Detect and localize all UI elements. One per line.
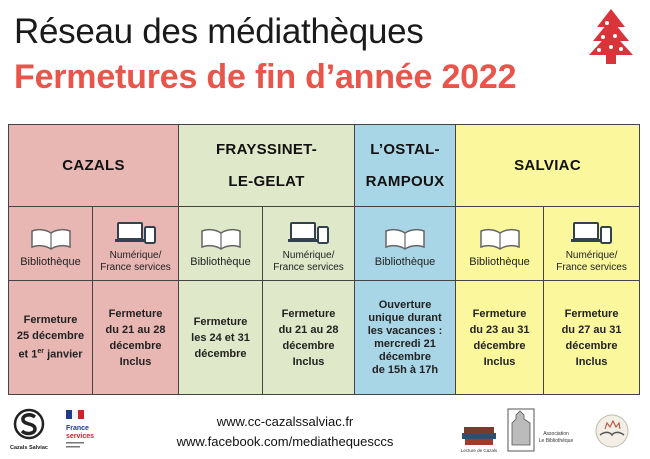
library-header-cazals: CAZALS: [9, 125, 179, 207]
footer-links: [150, 412, 420, 452]
closure-frayssinet-bibliotheque: Fermeture les 24 et 31 décembre: [179, 281, 263, 395]
book-icon: [29, 226, 73, 252]
type-bibliotheque: Bibliothèque: [179, 207, 263, 281]
library-header-salviac: SALVIAC: [456, 125, 640, 207]
closure-salviac-numerique: Fermeture du 27 au 31 décembre Inclus: [544, 281, 640, 395]
chateau-logo: [508, 409, 534, 451]
opening-ostal-bibliotheque: Ouverture unique durant les vacances : mercredi 21 décembre de 15h à 17h: [355, 281, 456, 395]
cazals-salviac-logo: [10, 408, 48, 452]
books-stack-logo: [461, 427, 498, 453]
closure-cazals-numerique: Fermeture du 21 au 28 décembre Inclus: [93, 281, 179, 395]
closure-salviac-bibliotheque: Fermeture du 23 au 31 décembre Inclus: [456, 281, 544, 395]
type-numerique: Numérique/ France services: [93, 207, 179, 281]
closure-cazals-bibliotheque: Fermeture 25 décembre et 1er janvier: [9, 281, 93, 395]
association-logo: [539, 431, 574, 444]
type-numerique: Numérique/ France services: [544, 207, 640, 281]
book-icon: [383, 226, 427, 252]
devices-icon: [287, 220, 331, 246]
page-title: Réseau des médiathèques: [14, 12, 424, 51]
svg-text:Lecture de Cazals: Lecture de Cazals: [460, 448, 498, 453]
christmas-tree-icon: [587, 7, 635, 65]
library-header-frayssinet: FRAYSSINET- LE-GELAT: [179, 125, 355, 207]
page-subtitle: Fermetures de fin d’année 2022: [14, 58, 517, 96]
svg-text:services: services: [66, 433, 95, 440]
svg-text:Cazals Salviac: Cazals Salviac: [10, 445, 48, 451]
svg-text:Le Bibliothèque: Le Bibliothèque: [538, 438, 574, 444]
svg-text:France: France: [66, 425, 89, 432]
open-book-logo: [596, 415, 628, 447]
type-bibliotheque: Bibliothèque: [9, 207, 93, 281]
france-services-logo: [64, 408, 100, 452]
partner-logos: [460, 405, 644, 455]
devices-icon: [114, 220, 158, 246]
book-icon: [478, 226, 522, 252]
closure-frayssinet-numerique: Fermeture du 21 au 28 décembre Inclus: [263, 281, 355, 395]
devices-icon: [570, 220, 614, 246]
book-icon: [199, 226, 243, 252]
type-numerique: Numérique/ France services: [263, 207, 355, 281]
svg-text:Association: Association: [543, 431, 569, 437]
type-bibliotheque: Bibliothèque: [355, 207, 456, 281]
facebook-link[interactable]: www.facebook.com/mediathequesccs: [176, 434, 394, 449]
type-bibliotheque: Bibliothèque: [456, 207, 544, 281]
website-link[interactable]: www.cc-cazalssalviac.fr: [216, 414, 354, 429]
closures-table: [8, 124, 640, 395]
library-header-ostal: L’OSTAL- RAMPOUX: [355, 125, 456, 207]
